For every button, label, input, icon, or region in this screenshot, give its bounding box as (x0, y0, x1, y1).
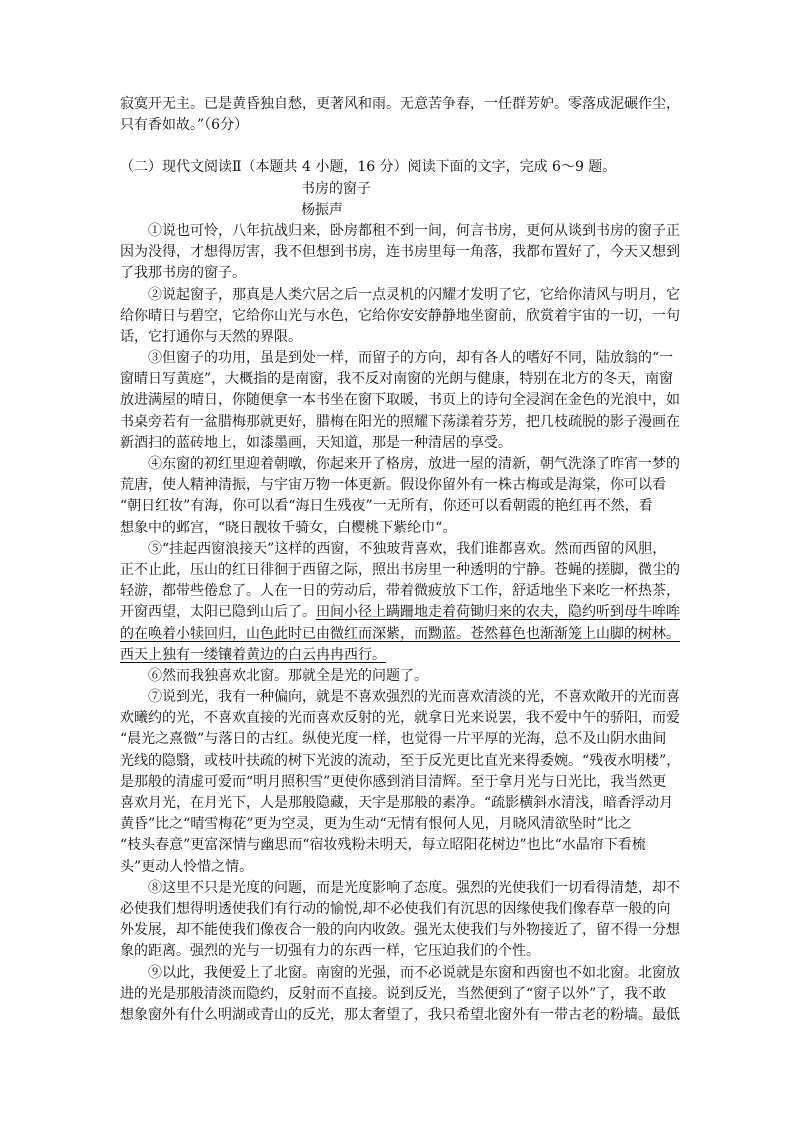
text-line: ⑤“挂起西窗浪接天”这样的西窗，不独玻背喜欢，我们谁都喜欢。然而西留的风胆， (148, 540, 667, 557)
underlined-text: 西天上独有一缕镶着黄边的白云冉冉西行。 (120, 646, 386, 663)
text-line: ③但窗子的功用，虽是到处一样，而留子的方向，却有各人的嗜好不同，陆放翁的“一 (148, 350, 674, 367)
text-line: 喜欢月光，在月光下，人是那般隐藏，天宇是那般的素净。“疏影横斜水清浅，暗香浮动月 (120, 795, 674, 811)
text-line: “朝日红妆”有海，你可以看“海日生残夜”一无所有，你还可以看朝霞的艳红再不然，看 (120, 498, 653, 515)
text-line: 想象窗外有什么明湖或青山的反光，那太奢望了，我只希望北窗外有一带古老的粉墙。最低 (120, 1006, 680, 1023)
text-line: ①说也可怜，八年抗战归来，卧房都租不到一间，何言书房，更何从谈到书房的窗子正 (148, 222, 680, 239)
article-title: 书房的窗子 (301, 180, 371, 197)
text-line: 了我那书房的窗子。 (120, 265, 246, 282)
article-author: 杨振声 (301, 201, 343, 218)
paragraph-1 (120, 221, 685, 285)
text-line: 黄昏”比之“晴雪梅花”更为空灵，更为生动“无情有恨何人见，月晓风清欲坠时”比之 (120, 816, 632, 833)
text-line: 象的距离。强烈的光与一切强有力的东西一样，它压迫我们的个性。 (120, 943, 540, 960)
text-line: 进的光是那般清淡而隐约，反射而不直接。说到反光，当然便到了“窗子以外”了，我不敢 (120, 985, 667, 1002)
text-line: ⑧这里不只是光度的问题，而是光度影响了态度。强烈的光使我们一切看得清楚，却不 (148, 879, 680, 896)
text-line: 因为没得，才想得厉害，我不但想到书房，连书房里每一角落，我都布置好了，今天又想到 (120, 244, 680, 261)
text-line: 轻游，都带些倦怠了。人在一日的劳动后，带着微疲放下工作，舒适地坐下来吃一杯热茶， (120, 583, 680, 600)
paragraph-7 (120, 687, 685, 878)
plain-text: 开窗西望，太阳已隐到山后了。 (120, 604, 316, 621)
text-line: 正不止此，压山的红日徘徊于西留之际，照出书房里一种透明的宁静。苍蝇的搓脚，微尘的 (120, 561, 680, 578)
text-line: 窗晴日写黄庭”，大概指的是南窗，我不反对南窗的光朗与健康，特别在北方的冬天，南窗 (120, 371, 674, 388)
text-line: 光线的隐翳，或枝叶扶疏的树下光波的流动，至于反光更比直光来得委婉。“残夜水明楼”， (120, 752, 681, 769)
text-line: ⑨以此，我便爱上了北窗。南窗的光强，而不必说就是东窗和西窗也不如北窗。北窗放 (148, 964, 680, 981)
text-line: ⑥然而我独喜欢北窗。那就全是光的问题了。 (148, 667, 428, 684)
text-line: 放进满屋的晴日，你随便拿一本书坐在窗下取暖，书页上的诗句全浸润在金色的光浪中，如 (120, 392, 680, 409)
paragraph-5 (120, 539, 685, 666)
text-line: ②说起窗子，那真是人类穴居之后一点灵机的闪耀才发明了它，它给你清风与明月，它 (148, 286, 680, 303)
text-line: 想象中的邺宫，“晓日靓妆千骑女，白樱桃下紫纶巾“。 (120, 519, 457, 536)
paragraph-4 (120, 454, 685, 539)
text-line: 是那般的清虚可爱而“明月照积雪”更使你感到消目清辉。至于拿月光与日光比，我当然更 (120, 773, 667, 790)
text-line: 寂寞开无主。已是黄昏独自愁，更著风和雨。无意苦争春，一任群芳妒。零落成泥碾作尘， (120, 96, 680, 112)
text-line (120, 602, 685, 623)
underlined-text: 的在唤着小犊回归，山色此时已由微红而深紫，而黝蓝。苍然暮色也渐渐笼上山脚的树林。 (120, 625, 680, 642)
text-line: 新酒扫的蓝砖地上，如漆墨画，天知道，那是一种清居的享受。 (120, 434, 512, 451)
section-heading: （二）现代文阅读Ⅱ（本题共 4 小题，16 分）阅读下面的文字，完成 6～9 题。 (120, 159, 617, 176)
text-line: ④东窗的初红里迎着朝暾，你起来开了格房，放进一屋的清新，朝气洗涤了昨宵一梦的 (148, 456, 680, 472)
text-line: ⑦说到光，我有一种偏向，就是不喜欢强烈的光而喜欢清淡的光，不喜欢敞开的光而喜 (148, 689, 680, 706)
text-line: 话，它打通你与天然的界限。 (120, 328, 302, 345)
paragraph-9 (120, 963, 685, 1027)
text-line: 外发展，却不能使我们像夜合一般的向内收敛。强光太使我们与外物接近了，留不得一分想 (120, 922, 680, 939)
text-line: “晨光之熹微”与落日的古红。纵使光度一样，也觉得一片平厚的光海，总不及山阴水曲间 (120, 731, 667, 748)
text-line: 给你晴日与碧空，它给你山光与水色，它给你安安静静地坐窗前，欣赏着宇宙的一切，一句 (120, 307, 680, 324)
underlined-text: 田间小径上蹒跚地走着荷锄归来的农夫，隐约听到母牛哞哞 (316, 604, 680, 621)
paragraph-3 (120, 348, 685, 454)
text-line: 只有香如故。”（6分） (120, 117, 249, 134)
paragraph-2 (120, 285, 685, 349)
text-line: 欢曦约的光，不喜欢直接的光而喜欢反射的光，就拿日光来说罢，我不爱中午的骄阳，而爱 (120, 710, 680, 727)
document-page (120, 94, 685, 1026)
paragraph-8 (120, 878, 685, 963)
text-line: 书桌旁若有一盆腊梅那就更好，腊梅在阳光的照耀下荡漾着芬芳，把几枝疏脱的影子漫画在 (120, 413, 680, 430)
text-line: “枝头春意”更富深情与幽思而“宿妆残粉未明天，每立昭阳花树边”也比“水晶帘下看梳 (120, 837, 646, 854)
text-line: 荒唐，使人精神清振，与宇宙万物一体更新。假设你留外有一株古梅或是海棠，你可以看 (120, 477, 666, 494)
poem-ending (120, 94, 685, 136)
text-line: 必使我们想得明透使我们有行动的愉悦,却不必使我们有沉思的因缘使我们像春草一般的向 (120, 900, 671, 917)
paragraph-6 (120, 666, 685, 687)
text-line: 头”更动人怜惜之情。 (120, 858, 254, 875)
